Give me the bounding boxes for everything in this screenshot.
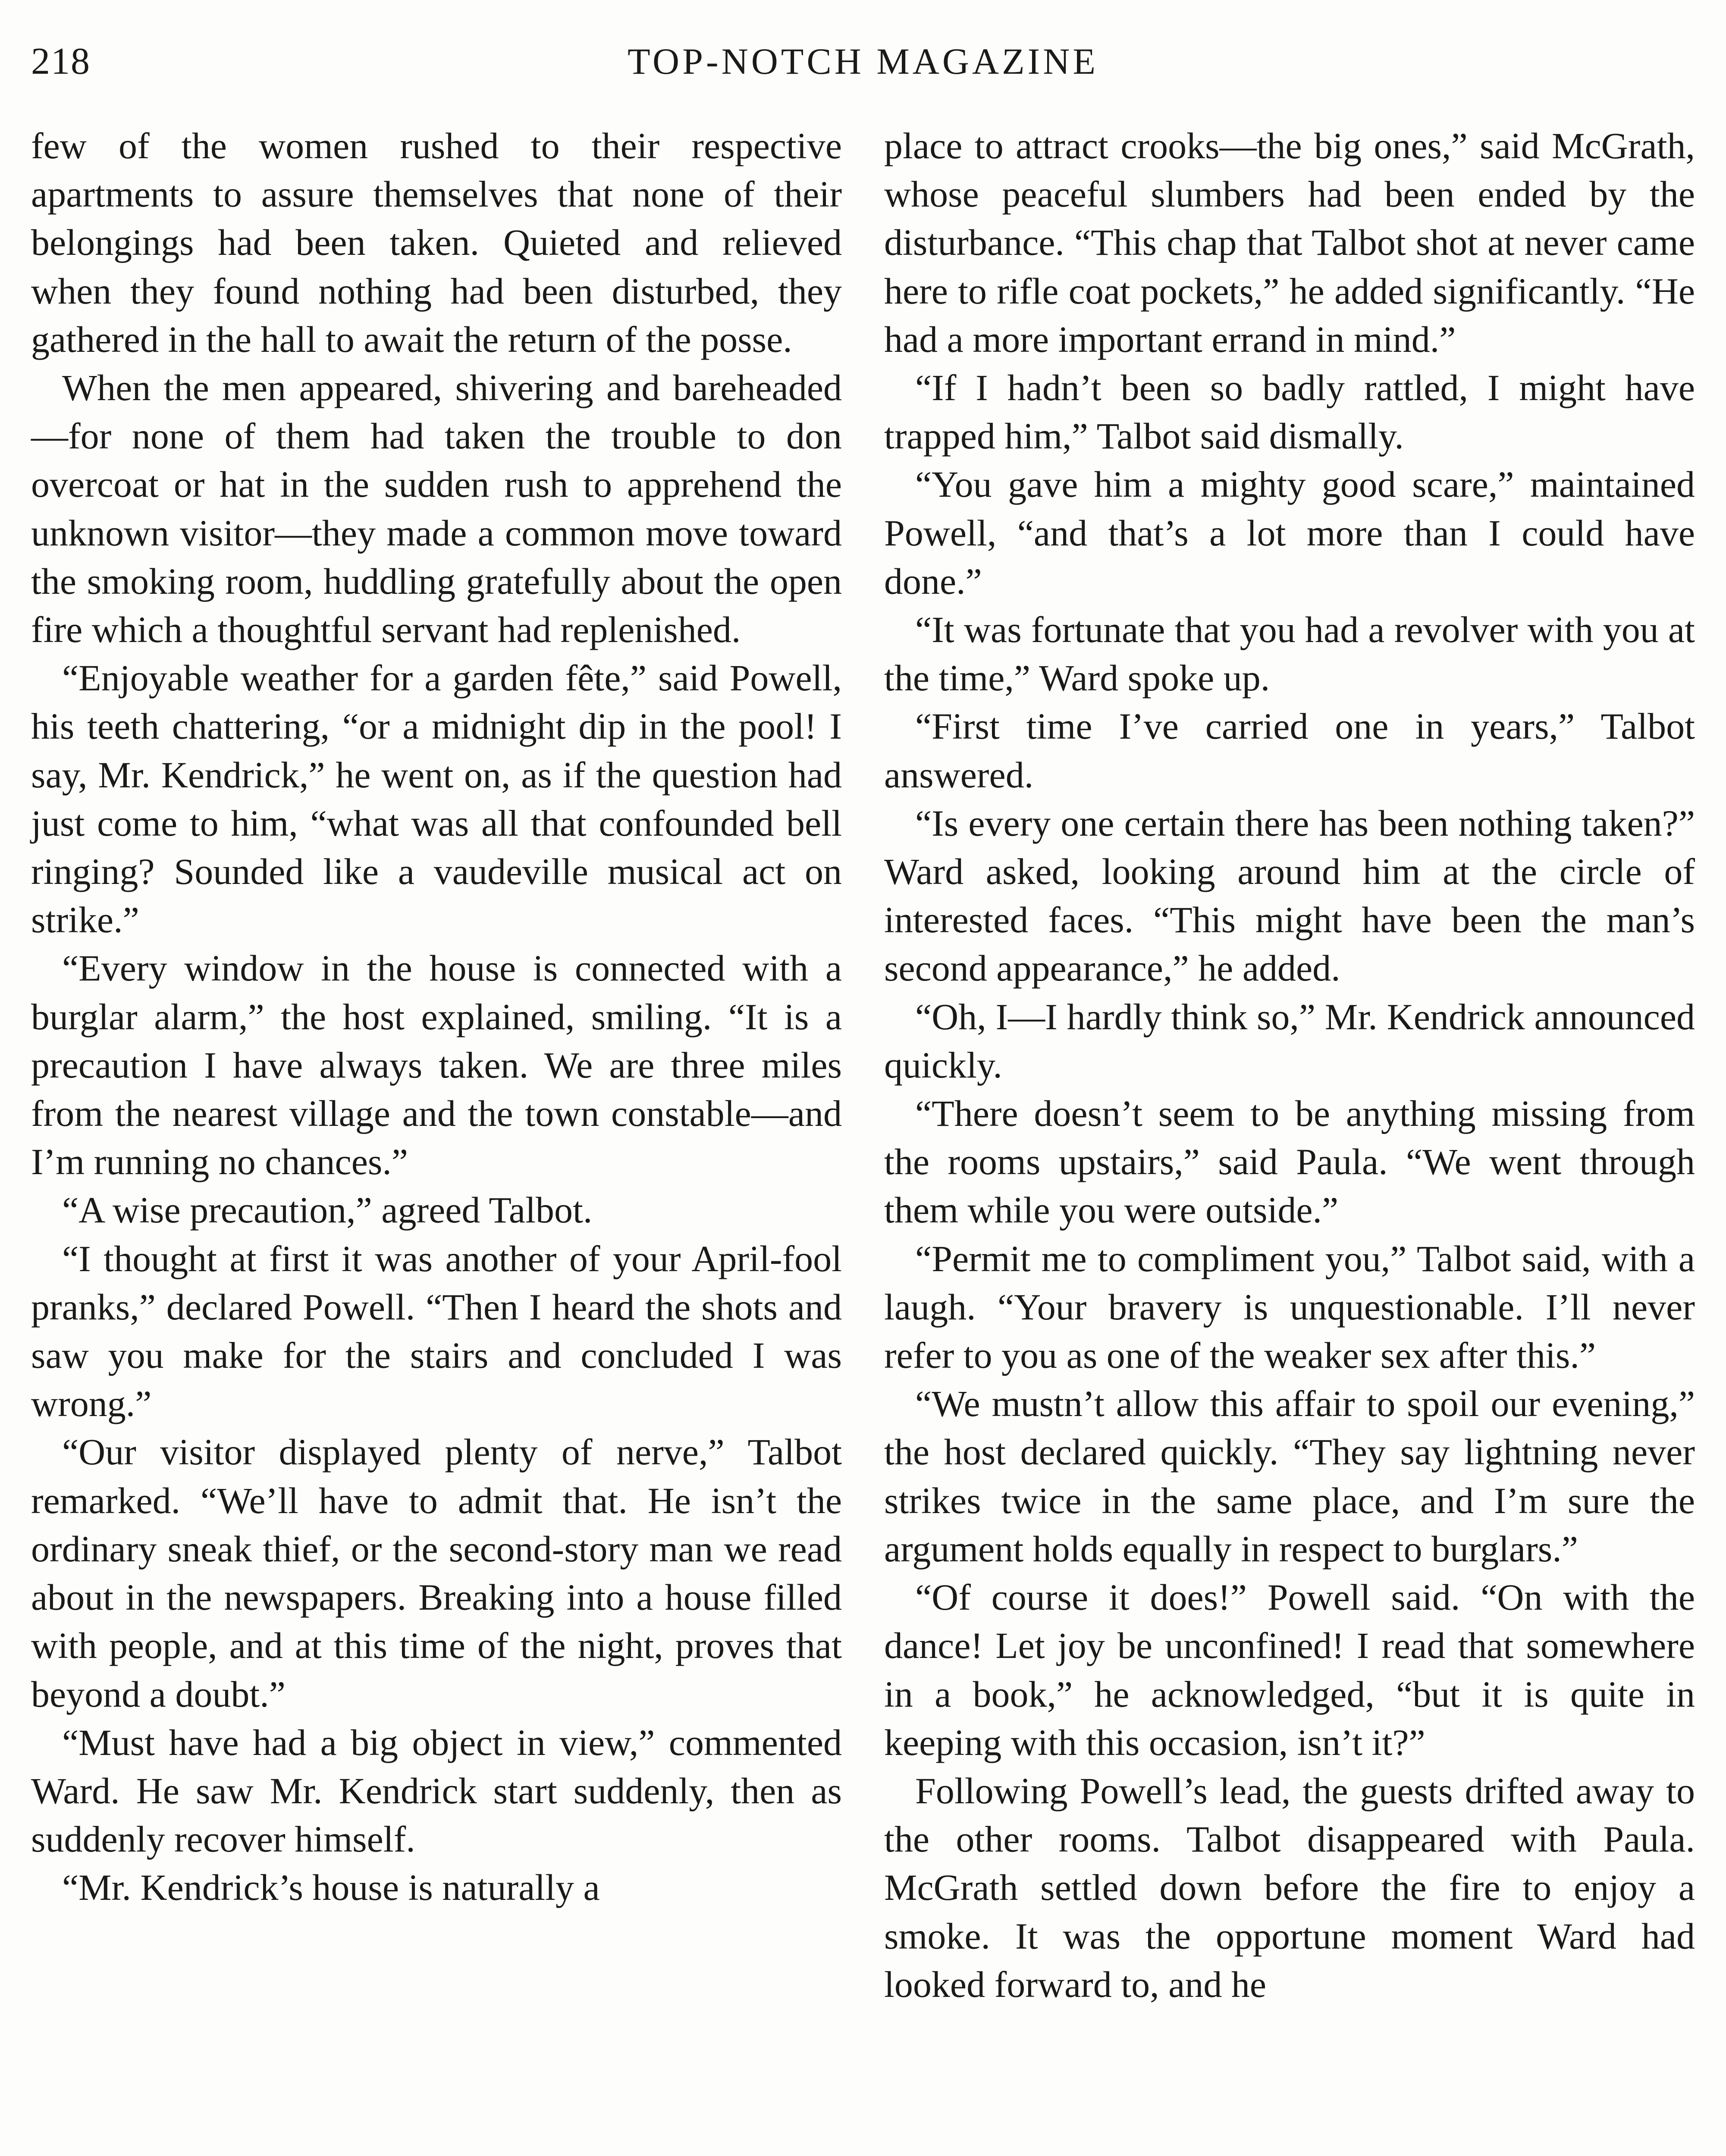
page-number: 218 (31, 41, 91, 82)
paragraph: place to attract crooks—the big ones,” said McGrath, whose peaceful slumbers had been ended by the disturbance. “This chap that Talbot shot at never came here to rifle coat pockets,” he added significantly. “He had a more important errand in mind.” (884, 125, 1695, 360)
article-body (31, 122, 1695, 2156)
paragraph: few of the women rushed to their respective apartments to assure themselves that none of their belongings had been taken. Quieted and relieved when they found nothing had been disturbed, they gathered in the hall to await the return of the posse. (31, 125, 842, 360)
paragraph: “Permit me to compliment you,” Talbot said, with a laugh. “Your bravery is unquestionable. I’ll never refer to you as one of the weaker sex after this.” (884, 1238, 1695, 1376)
paragraph: “There doesn’t seem to be anything missing from the rooms upstairs,” said Paula. “We went through them while you were outside.” (884, 1093, 1695, 1231)
paragraph: “Mr. Kendrick’s house is naturally a (62, 1867, 600, 1908)
paragraph: “Oh, I—I hardly think so,” Mr. Kendrick announced quickly. (884, 996, 1695, 1086)
paragraph: “Our visitor displayed plenty of nerve,” Talbot remarked. “We’ll have to admit that. He isn’t the ordinary sneak thief, or the second-story man we read about in the newspapers. Breaking into a house filled with people, and at this time of the night, proves that beyond a doubt.” (31, 1431, 842, 1715)
paragraph: “First time I’ve carried one in years,” Talbot answered. (884, 705, 1695, 796)
magazine-title: TOP-NOTCH MAGAZINE (628, 41, 1098, 82)
paragraph: “Of course it does!” Powell said. “On with the dance! Let joy be unconfined! I read that somewhere in a book,” he acknowledged, “but it is quite in keeping with this occasion, isn’t it?” (884, 1576, 1695, 1763)
paragraph: When the men appeared, shivering and bareheaded—for none of them had taken the trouble to don overcoat or hat in the sudden rush to apprehend the unknown visitor—they made a common move toward the smoking room, huddling gratefully about the open fire which a thoughtful servant had replenished. (31, 367, 842, 651)
paragraph: “I thought at first it was another of your April-fool pranks,” declared Powell. “Then I heard the shots and saw you make for the stairs and concluded I was wrong.” (31, 1238, 842, 1425)
left-column (31, 122, 842, 2156)
right-column (884, 122, 1695, 2156)
paragraph: “We mustn’t allow this affair to spoil our evening,” the host declared quickly. “They say lightning never strikes twice in the same place, and I’m sure the argument holds equally in respect to burglars.” (884, 1383, 1695, 1570)
paragraph: “A wise precaution,” agreed Talbot. (62, 1189, 593, 1231)
paragraph: “You gave him a mighty good scare,” maintained Powell, “and that’s a lot more than I could have done.” (884, 464, 1695, 602)
paragraph: Following Powell’s lead, the guests drifted away to the other rooms. Talbot disappeared with Paula. McGrath settled down before the fire to enjoy a smoke. It was the opportune moment Ward had looked forward to, and he (884, 1770, 1695, 2005)
paragraph: “It was fortunate that you had a revolver with you at the time,” Ward spoke up. (884, 609, 1695, 699)
paragraph: “Enjoyable weather for a garden fête,” said Powell, his teeth chattering, “or a midnight dip in the pool! I say, Mr. Kendrick,” he went on, as if the question had just come to him, “what was all that confounded bell ringing? Sounded like a vaudeville musical act on strike.” (31, 657, 842, 941)
page-header (31, 40, 1695, 96)
paragraph: “Is every one certain there has been nothing taken?” Ward asked, looking around him at the circle of interested faces. “This might have been the man’s second appearance,” he added. (884, 802, 1695, 989)
paragraph: “Must have had a big object in view,” commented Ward. He saw Mr. Kendrick start suddenly, then as suddenly recover himself. (31, 1721, 842, 1860)
paragraph: “Every window in the house is connected with a burglar alarm,” the host explained, smiling. “It is a precaution I have always taken. We are three miles from the nearest village and the town constable—and I’m running no chances.” (31, 947, 842, 1183)
paragraph: “If I hadn’t been so badly rattled, I might have trapped him,” Talbot said dismally. (884, 367, 1695, 457)
